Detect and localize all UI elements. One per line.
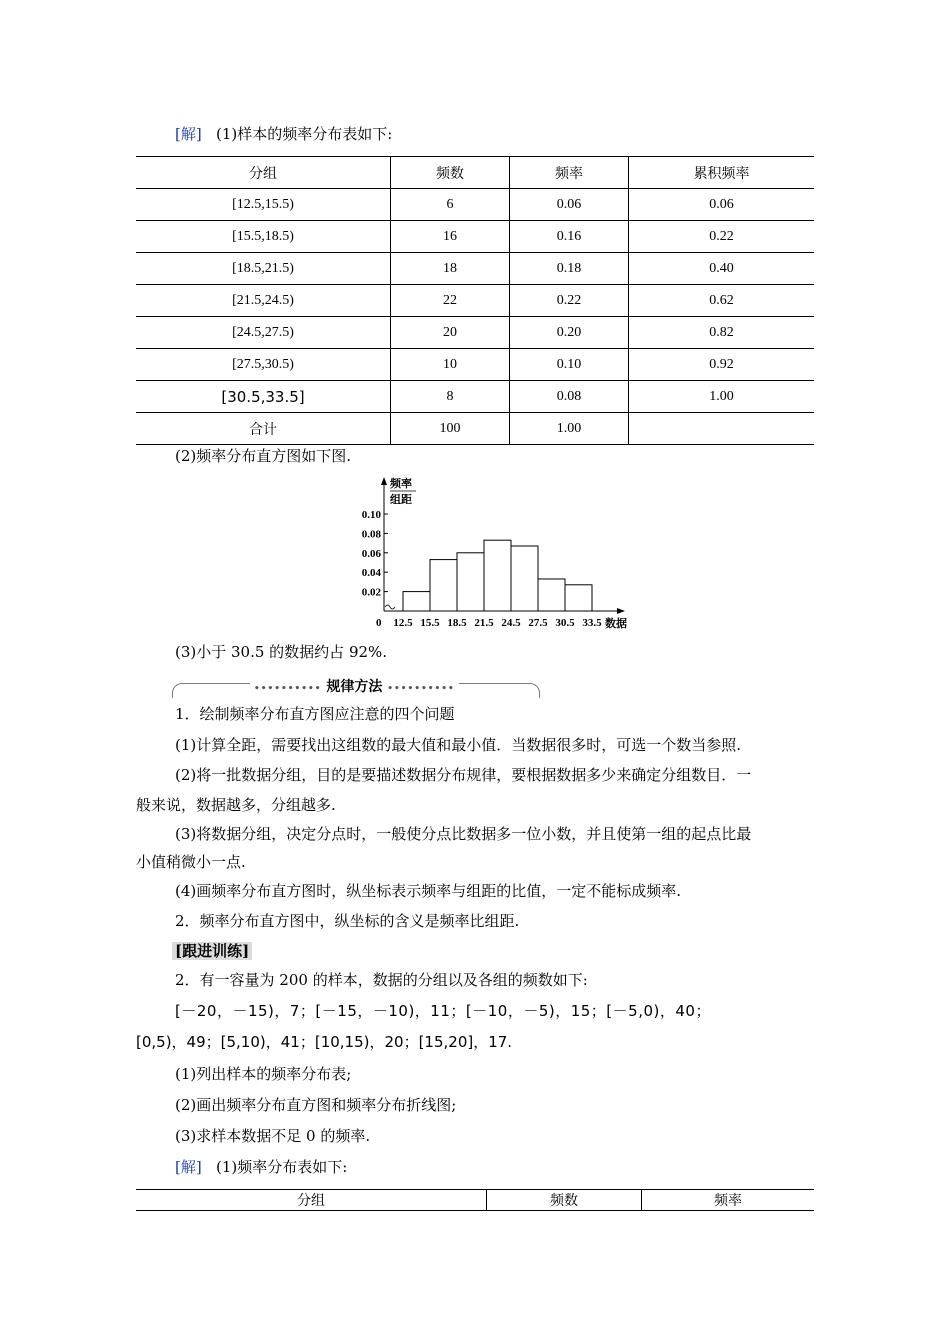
x-axis-arrow	[617, 608, 625, 614]
cell: 0.62	[629, 285, 815, 317]
col-header: 累积频率	[629, 157, 815, 189]
rule-4b: 小值稍微小一点.	[136, 853, 246, 871]
table-header-row	[136, 157, 814, 189]
cell: 1.00	[510, 413, 629, 445]
col-header: 分组	[136, 157, 391, 189]
origin-label: 0	[376, 617, 382, 629]
rule-3b: 般来说，数据越多，分组越多.	[136, 796, 336, 814]
y-label-bottom: 组距	[390, 494, 412, 506]
part3-text: (3)小于 30.5 的数据约占 92%.	[175, 643, 388, 661]
practice-question: 2．有一容量为 200 的样本，数据的分组以及各组的频数如下:	[175, 971, 588, 989]
histogram-bar	[403, 592, 430, 611]
histogram-bar	[511, 546, 538, 611]
cell: 22	[391, 285, 510, 317]
intro-line	[175, 124, 392, 144]
x-tick-label: 24.5	[501, 617, 521, 629]
rule-6: 2．频率分布直方图中，纵坐标的含义是频率比组距.	[175, 912, 520, 930]
rule-5: (4)画频率分布直方图时，纵坐标表示频率与组距的比值，一定不能标成频率.	[175, 882, 682, 900]
cell: 6	[391, 189, 510, 221]
x-tick-label: 27.5	[528, 617, 548, 629]
y-label-top: 频率	[390, 478, 412, 490]
cell: 16	[391, 221, 510, 253]
col-header: 频数	[487, 1190, 642, 1211]
col-header: 频率	[642, 1190, 815, 1211]
cell: 0.06	[629, 189, 815, 221]
histogram-bar	[430, 560, 457, 611]
answer-line	[175, 1157, 347, 1177]
table-row	[136, 285, 814, 317]
table-row	[136, 317, 814, 349]
practice-data-line-1: [－20，－15)，7；[－15，－10)，11；[－10，－5)，15；[－5,0)，40；	[175, 1002, 711, 1020]
intro-text: (1)样本的频率分布表如下:	[216, 125, 393, 143]
table-header-row	[136, 1190, 814, 1211]
rule-3a: (2)将一批数据分组，目的是要描述数据分布规律，要根据数据多少来确定分组数目．一	[175, 766, 752, 784]
cell	[629, 413, 815, 445]
x-axis-label: 数据	[605, 618, 627, 630]
y-tick-label: 0.08	[361, 528, 381, 541]
col-header: 频数	[391, 157, 510, 189]
cell: 10	[391, 349, 510, 381]
part2-text: (2)频率分布直方图如下图.	[175, 447, 352, 465]
method-box-title	[250, 676, 459, 696]
sub-question-3: (3)求样本数据不足 0 的频率.	[175, 1127, 371, 1145]
cell: 0.06	[510, 189, 629, 221]
table-row	[136, 381, 814, 413]
cell: 18	[391, 253, 510, 285]
cell: 1.00	[629, 381, 815, 413]
cell: 0.18	[510, 253, 629, 285]
cell: 0.92	[629, 349, 815, 381]
cell: 8	[391, 381, 510, 413]
x-tick-label: 33.5	[582, 617, 602, 629]
frequency-table	[136, 156, 814, 445]
cell: 0.22	[629, 221, 815, 253]
y-tick-label: 0.06	[361, 547, 381, 560]
histogram-chart	[340, 474, 640, 634]
col-header: 分组	[136, 1190, 487, 1211]
cell: 100	[391, 413, 510, 445]
answer-tag: [解]	[175, 125, 202, 143]
cell: 0.08	[510, 381, 629, 413]
answer-text: (1)频率分布表如下:	[216, 1158, 348, 1176]
cell: [21.5,24.5)	[136, 285, 391, 317]
cell: 20	[391, 317, 510, 349]
frequency-table-2	[136, 1189, 814, 1211]
table-row	[136, 189, 814, 221]
cell: 0.82	[629, 317, 815, 349]
rule-1: 1．绘制频率分布直方图应注意的四个问题	[175, 705, 455, 723]
sub-question-2: (2)画出频率分布直方图和频率分布折线图;	[175, 1096, 457, 1114]
cell: [30.5,33.5]	[136, 381, 391, 413]
table-row	[136, 349, 814, 381]
cell: 0.20	[510, 317, 629, 349]
x-tick-label: 30.5	[555, 617, 575, 629]
histogram-bar	[484, 540, 511, 611]
histogram-bar	[565, 585, 592, 611]
cell: [15.5,18.5)	[136, 221, 391, 253]
histogram-bar	[457, 553, 484, 611]
col-header: 频率	[510, 157, 629, 189]
cell: [24.5,27.5)	[136, 317, 391, 349]
cell: 合计	[136, 413, 391, 445]
cell: 0.40	[629, 253, 815, 285]
rule-4a: (3)将数据分组，决定分点时，一般使分点比数据多一位小数，并且使第一组的起点比最	[175, 825, 752, 843]
axis-break-mark	[385, 605, 395, 609]
x-tick-label: 12.5	[393, 617, 413, 629]
cell: [12.5,15.5)	[136, 189, 391, 221]
y-tick-label: 0.10	[361, 509, 381, 521]
cell: 0.22	[510, 285, 629, 317]
cell: [27.5,30.5)	[136, 349, 391, 381]
y-tick-label: 0.02	[361, 586, 381, 599]
rule-2: (1)计算全距，需要找出这组数的最大值和最小值．当数据很多时，可选一个数当参照.	[175, 736, 742, 754]
decorative-dots: ••••••••••	[387, 684, 455, 694]
decorative-dots: ••••••••••	[254, 684, 322, 694]
cell: 0.16	[510, 221, 629, 253]
y-axis-arrow	[381, 477, 387, 485]
table-row	[136, 221, 814, 253]
x-tick-label: 18.5	[447, 617, 467, 629]
table-row	[136, 253, 814, 285]
table-total-row	[136, 413, 814, 445]
cell: [18.5,21.5)	[136, 253, 391, 285]
answer-tag: [解]	[175, 1158, 202, 1176]
x-tick-label: 15.5	[420, 617, 440, 629]
histogram-bar	[538, 579, 565, 611]
y-tick-label: 0.04	[361, 567, 381, 580]
practice-data-line-2: [0,5)，49；[5,10)，41；[10,15)，20；[15,20]，17.	[136, 1033, 513, 1051]
sub-question-1: (1)列出样本的频率分布表;	[175, 1065, 352, 1083]
cell: 0.10	[510, 349, 629, 381]
x-tick-label: 21.5	[474, 617, 494, 629]
practice-tag: [跟进训练]	[172, 942, 252, 960]
method-title-text: 规律方法	[326, 679, 383, 695]
